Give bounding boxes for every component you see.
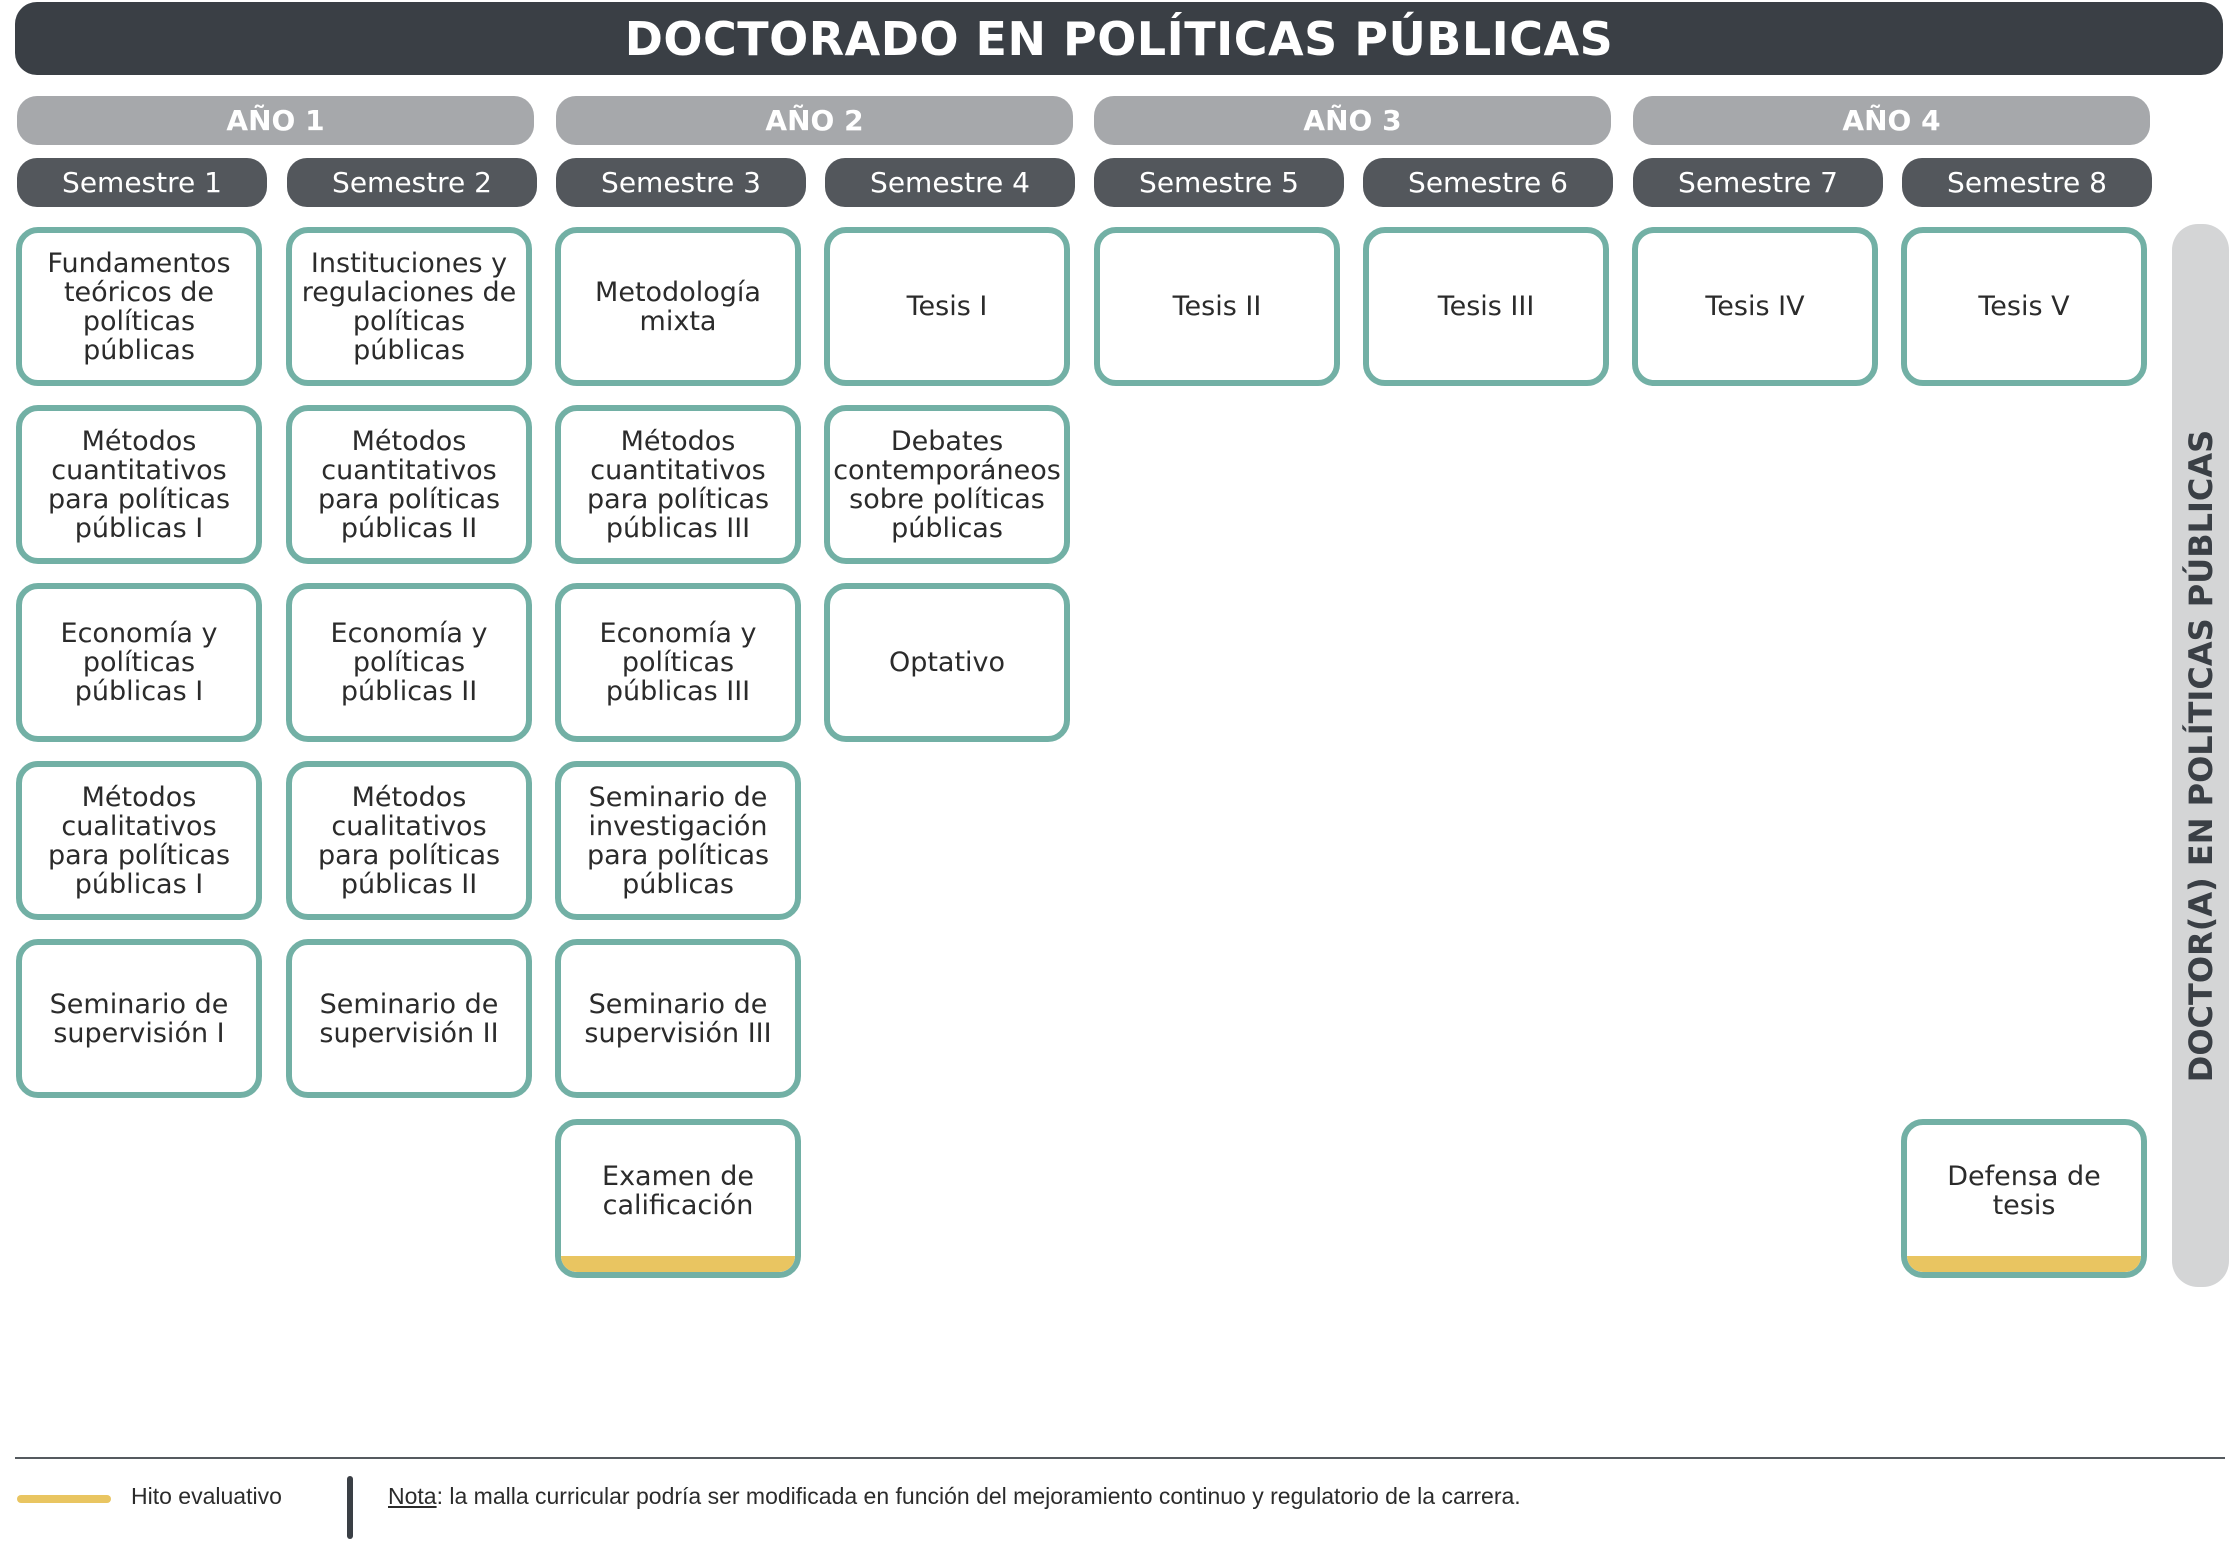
course-title: Defensa de tesis (1947, 1160, 2101, 1221)
course-card (1094, 227, 1340, 386)
course-card (16, 227, 262, 386)
course-card (824, 583, 1070, 742)
semester-8-header: Semestre 8 (1902, 158, 2152, 207)
semester-1-header: Semestre 1 (17, 158, 267, 207)
course-card (824, 227, 1070, 386)
course-title: Tesis I (906, 291, 988, 322)
footer-separator (347, 1476, 353, 1539)
year-2-header: AÑO 2 (556, 96, 1073, 145)
milestone-marker (1907, 1256, 2141, 1272)
course-card (824, 405, 1070, 564)
year-1-header: AÑO 1 (17, 96, 534, 145)
course-title: Economía y políticas públicas II (330, 618, 488, 707)
course-title: Fundamentos teóricos de políticas públicas (47, 247, 231, 366)
note-prefix: Nota (388, 1483, 437, 1509)
course-title: Instituciones y regulaciones de políticas públicas (301, 247, 517, 366)
course-title: Seminario de supervisión II (319, 988, 499, 1049)
semester-2-header: Semestre 2 (287, 158, 537, 207)
semester-7-header: Semestre 7 (1633, 158, 1883, 207)
course-card (16, 405, 262, 564)
course-title: Métodos cuantitativos para políticas públicas I (47, 425, 231, 544)
course-title: Economía y políticas públicas III (599, 618, 757, 707)
course-title: Tesis IV (1705, 291, 1805, 322)
note-text: : la malla curricular podría ser modificada en función del mejoramiento continuo y regulatorio de la carrera. (436, 1483, 1521, 1509)
course-title: Métodos cualitativos para políticas públicas II (317, 781, 501, 900)
semester-6-header: Semestre 6 (1363, 158, 1613, 207)
semester-3-header: Semestre 3 (556, 158, 806, 207)
course-card (555, 583, 801, 742)
course-card (16, 583, 262, 742)
course-title: Debates contemporáneos sobre políticas públicas (833, 425, 1061, 544)
course-card (286, 583, 532, 742)
page-title: DOCTORADO EN POLÍTICAS PÚBLICAS (15, 2, 2223, 75)
course-title: Examen de calificación (602, 1160, 754, 1221)
course-card (1363, 227, 1609, 386)
degree-banner (2172, 224, 2229, 1287)
degree-label: DOCTOR(A) EN POLÍTICAS PÚBLICAS (2181, 429, 2220, 1082)
course-card (286, 227, 532, 386)
course-card (1901, 227, 2147, 386)
course-card (286, 405, 532, 564)
milestone-legend-swatch (17, 1495, 111, 1503)
course-title: Tesis V (1978, 291, 2070, 322)
course-title: Seminario de investigación para políticas públicas (586, 781, 770, 900)
course-card (286, 939, 532, 1098)
course-card-milestone (1901, 1119, 2147, 1278)
course-title: Tesis III (1437, 291, 1535, 322)
course-card (286, 761, 532, 920)
course-card (555, 227, 801, 386)
milestone-marker (561, 1256, 795, 1272)
course-card (555, 939, 801, 1098)
semester-5-header: Semestre 5 (1094, 158, 1344, 207)
course-title: Optativo (888, 647, 1006, 678)
footer-divider (15, 1457, 2225, 1459)
course-card-milestone (555, 1119, 801, 1278)
course-card (16, 761, 262, 920)
course-card (16, 939, 262, 1098)
year-3-header: AÑO 3 (1094, 96, 1611, 145)
course-card (555, 761, 801, 920)
course-title: Métodos cuantitativos para políticas públicas II (317, 425, 501, 544)
footer-note (388, 1483, 1521, 1510)
course-title: Metodología mixta (595, 276, 761, 337)
course-title: Métodos cuantitativos para políticas públicas III (586, 425, 770, 544)
course-card (1632, 227, 1878, 386)
course-title: Economía y políticas públicas I (60, 618, 218, 707)
course-title: Tesis II (1172, 291, 1262, 322)
milestone-legend-label: Hito evaluativo (131, 1483, 282, 1509)
course-title: Seminario de supervisión I (49, 988, 229, 1049)
course-title: Métodos cualitativos para políticas públicas I (47, 781, 231, 900)
course-title: Seminario de supervisión III (584, 988, 772, 1049)
course-card (555, 405, 801, 564)
semester-4-header: Semestre 4 (825, 158, 1075, 207)
year-4-header: AÑO 4 (1633, 96, 2150, 145)
